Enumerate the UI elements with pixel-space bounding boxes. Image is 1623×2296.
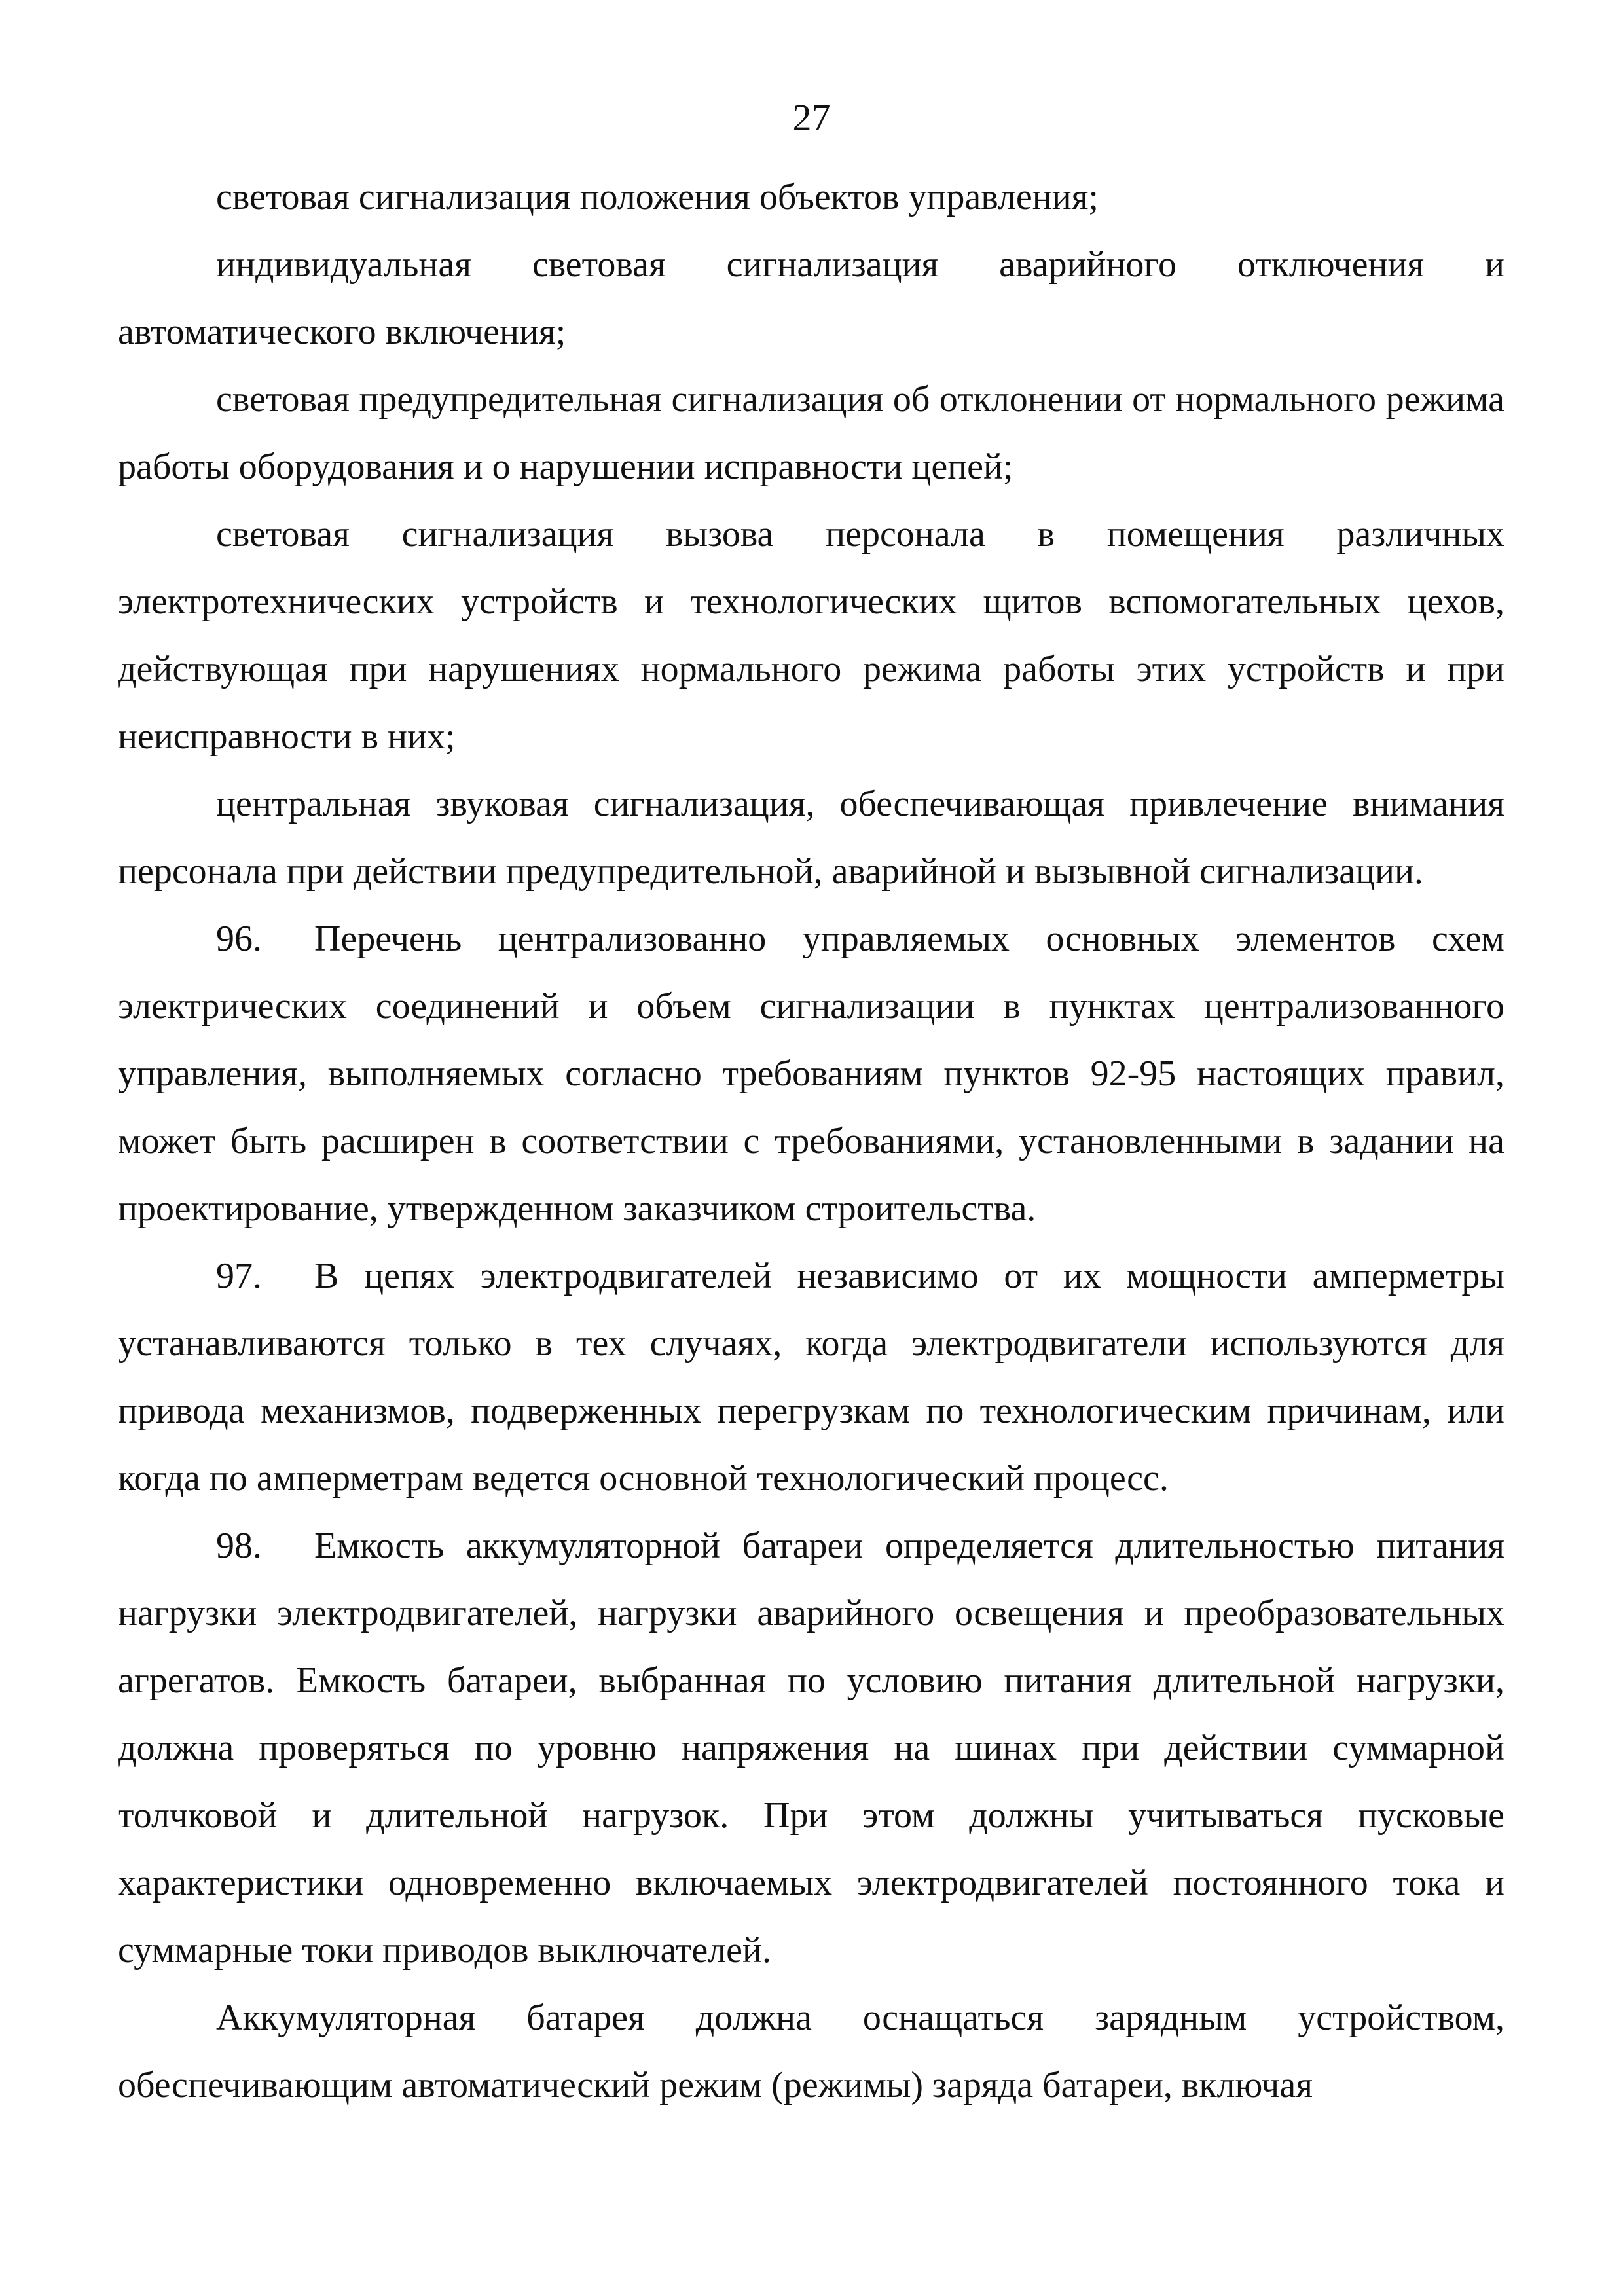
paragraph-text: световая сигнализация вызова персонала в помещения различных электротехнических устройств и технологических щитов вспомогательных цехов, действующая при нарушениях нормального режима работы этих устройств и при неисправности в них;: [118, 514, 1504, 757]
document-body: [118, 164, 1504, 2119]
paragraph-97: [118, 1243, 1504, 1512]
paragraph-text: центральная звуковая сигнализация, обеспечивающая привлечение внимания персонала при действии предупредительной, аварийной и вызывной сигнализации.: [118, 784, 1504, 892]
paragraph-text: световая сигнализация положения объектов управления;: [216, 177, 1099, 217]
clause-number: 98.: [216, 1525, 262, 1566]
paragraph-battery-charger: [118, 1984, 1504, 2119]
clause-number: 96.: [216, 919, 262, 959]
paragraph-emergency-signal: [118, 231, 1504, 366]
paragraph-text: индивидуальная световая сигнализация аварийного отключения и автоматического включения;: [118, 244, 1504, 352]
paragraph-light-signal-position: [118, 164, 1504, 231]
paragraph-96: [118, 905, 1504, 1243]
paragraph-text: Перечень централизованно управляемых основных элементов схем электрических соединений и объем сигнализации в пунктах централизованного управления, выполняемых согласно требованиям пунктов 92-95 настоящих правил, может быть расширен в соответствии с требованиями, установленными в задании на проектирование, утвержденном заказчиком строительства.: [118, 919, 1504, 1229]
paragraph-text: В цепях электродвигателей независимо от их мощности амперметры устанавливаются только в тех случаях, когда электродвигатели используются для привода механизмов, подверженных перегрузкам по технологическим причинам, или когда по амперметрам ведется основной технологический процесс.: [118, 1256, 1504, 1499]
paragraph-text: Емкость аккумуляторной батареи определяется длительностью питания нагрузки электродвигателей, нагрузки аварийного освещения и преобразовательных агрегатов. Емкость батареи, выбранная по условию питания длительной нагрузки, должна проверяться по уровню напряжения на шинах при действии суммарной толчковой и длительной нагрузок. При этом должны учитываться пусковые характеристики одновременно включаемых электродвигателей постоянного тока и суммарные токи приводов выключателей.: [118, 1525, 1504, 1971]
paragraph-text: световая предупредительная сигнализация об отклонении от нормального режима работы оборудования и о нарушении исправности цепей;: [118, 379, 1504, 487]
page-number: 27: [792, 96, 831, 139]
paragraph-central-sound-signal: [118, 771, 1504, 905]
paragraph-personnel-call-signal: [118, 501, 1504, 771]
paragraph-98: [118, 1512, 1504, 1984]
clause-number: 97.: [216, 1256, 262, 1296]
paragraph-warning-signal: [118, 366, 1504, 501]
paragraph-text: Аккумуляторная батарея должна оснащаться зарядным устройством, обеспечивающим автоматический режим (режимы) заряда батареи, включая: [118, 1997, 1504, 2105]
